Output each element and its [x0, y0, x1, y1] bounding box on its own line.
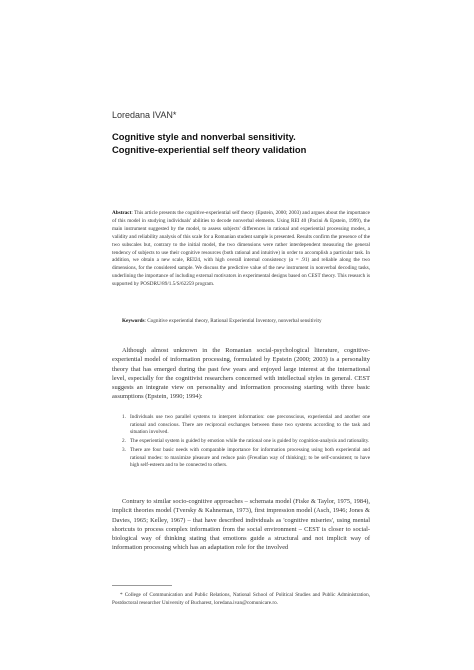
list-item-text: There are four basic needs with comparable importance for information processing using both experiential and rational modes: to maximize pleasure and reduce pain (Freudian way of thinking); to be self-consistent; to have high self-esteem and to be connected to others.	[130, 446, 370, 469]
list-item-number: 3.	[122, 446, 126, 453]
second-paragraph: Contrary to similar socio-cognitive approaches – schemata model (Fiske & Taylor, 1975, 1984), implicit theories model (Tversky & Kahneman, 1973), first impression model (Asch, 1946; Jones & Davies, 1965; Kelley, 1967) – that have described individuals as 'cognitive miseries', using mental shortcuts to process complex information from the social environment – CEST is closer to social-biological way of thinking stating that emotions guide a structural and not implicit way of information processing which has an adaptation role for the involved	[112, 498, 370, 552]
keywords	[122, 318, 372, 326]
abstract-label: Abstract	[112, 210, 132, 216]
abstract	[112, 210, 370, 289]
abstract-text: : This article presents the cognitive-experiential self theory (Epstein, 2000; 2003) and argues about the importance of this model in studying individuals' abilities to decode nonverbal elements. Using REI 40 (Pacini & Epstein, 1999), the main instrument suggested by the model, to assess subjects' differences in rational and experiential processing modes, a validity and reliability analysis of this scale for a Romanian student sample is presented. Results confirm the presence of the two subscales but, contrary to the initial model, the two dimensions were rather interdependent measuring the general tendency of subjects to use their cognitive resources (both rational and intuitive) in order to accomplish a particular task. In addition, we obtain a new scale, REI24, with high overall internal consistency (α = .91) and reliable along the two dimensions, for the considered sample. We discuss the predictive value of the new instrument in nonverbal decoding tasks, underlining the importance of including external motivators in experimental designs based on CEST theory. This research is supported by POSDRU/89/1.5/S/62259 program.	[112, 210, 370, 288]
author-name: Loredana IVAN*	[112, 110, 177, 120]
title-line-2: Cognitive-experiential self theory validation	[112, 144, 307, 155]
article-title	[112, 130, 412, 156]
list-item	[122, 438, 370, 446]
list-item-text: Individuals use two parallel systems to interpret information: one preconscious, experiential and another one rational and conscious. There are reciprocal exchanges between those two systems according to the task and situation involved.	[130, 414, 370, 436]
list-item	[122, 447, 370, 470]
keywords-text: : Cognitive experiential theory, Rational Experiential Inventory, nonverbal sensitivity	[144, 318, 322, 324]
list-item-number: 2.	[122, 438, 126, 445]
footnote: * College of Communication and Public Relations, National School of Political Studies and Public Administration, Postdoctoral researcher University of Bucharest, loredana.ivan@comunicare.ro.	[112, 592, 370, 606]
list-item	[122, 414, 370, 437]
intro-paragraph: Although almost unknown in the Romanian social-psychological literature, cognitive-experiential model of information processing, formulated by Epstein (2000; 2003) is a personality theory that has emerged during the past few years and enjoyed large interest at the international level, especially for the cognitivist researchers concerned with intellectual styles in general. CEST suggests an integrate view on personality and information processing starting with three basic assumptions (Epstein, 1990; 1994):	[112, 347, 370, 401]
footnote-divider	[112, 585, 172, 586]
keywords-label: Keywords	[122, 318, 145, 324]
list-item-number: 1.	[122, 414, 126, 420]
title-line-1: Cognitive style and nonverbal sensitivity.	[112, 131, 296, 142]
list-item-text: The experiential system is guided by emotion while the rational one is guided by cognition-analysis and rationality.	[130, 438, 370, 445]
assumptions-list	[122, 414, 370, 471]
